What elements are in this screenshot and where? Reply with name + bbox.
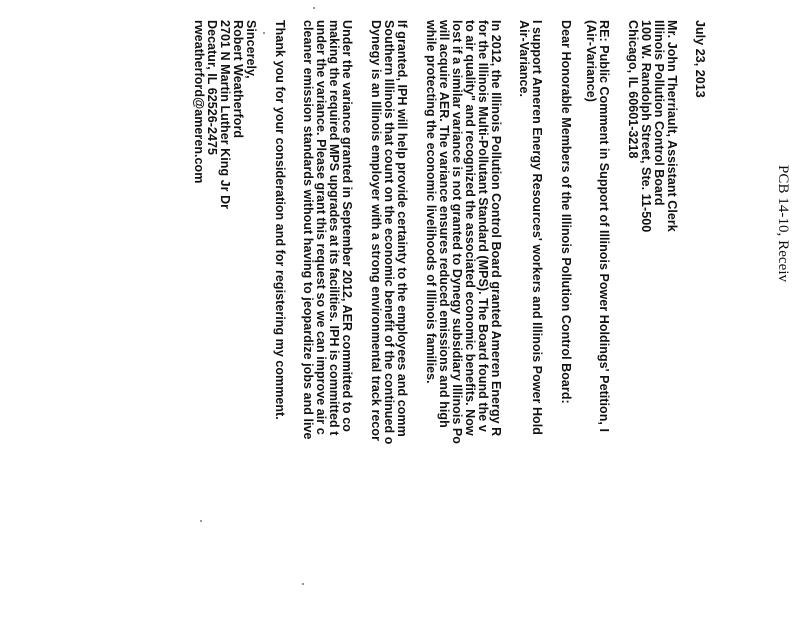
recipient-line: Mr. John Therriault, Assistant Clerk: [665, 20, 679, 232]
salutation: Dear Honorable Members of the Illinois Pollution Control Board:: [559, 20, 573, 404]
recipient-line: Illinois Pollution Control Board: [652, 20, 666, 206]
letter-date: July 23, 2013: [693, 20, 707, 98]
body-line: Thank you for your consideration and for registering my comment.: [273, 20, 287, 420]
scan-speck: [302, 583, 304, 585]
body-line: under the variance. Please grant this request so we can improve air c: [314, 20, 328, 435]
scan-speck: [313, 7, 315, 9]
closing: Sincerely,: [244, 20, 258, 79]
signer-name: Robert Weatherford: [231, 20, 245, 139]
subject-text: (Air-Variance): [584, 20, 598, 102]
subject-text: RE: Public Comment in Support of Illinois Power Holdings' Petition, I: [597, 20, 611, 432]
signer-city: Decatur, IL 62526-2475: [205, 20, 219, 155]
body-line: Southern Illinois that count on the economic benefit of the continued o: [382, 20, 396, 445]
body-line: for the Illinois Multi-Pollutant Standard (MPS). The Board found the v: [476, 20, 490, 432]
body-line: cleaner emission standards without having to jeopardize jobs and live: [301, 20, 315, 440]
docket-header: PCB 14-10, Receiv: [775, 165, 791, 283]
body-line: to air quality" and recognized the associated economic benefits. Now: [463, 20, 477, 436]
body-line: will acquire AER. The variance ensures reduced emissions and high: [437, 20, 451, 428]
body-line: Dynegy is an Illinois employer with a strong environmental track recor: [369, 20, 383, 441]
scan-speck: [263, 32, 265, 34]
body-line: lost if a similar variance is not granted to Dynegy subsidiary Illinois Po: [450, 20, 464, 444]
body-line: If granted, IPH will help provide certainty to the employees and comm: [395, 20, 409, 437]
body-line: I support Ameren Energy Resources' workers and Illinois Power Hold: [530, 20, 544, 435]
body-line: while protecting the economic livelihoods of Illinois families.: [424, 20, 438, 384]
scan-speck: [200, 520, 202, 522]
recipient-line: Chicago, IL 60601-3218: [626, 20, 640, 159]
signer-email: rweatherford@ameren.com: [192, 20, 206, 184]
signer-address: 2701 N Martin Luther King Jr Dr: [218, 20, 232, 210]
recipient-line: 100 W. Randolph Street, Ste. 11-500: [639, 20, 653, 233]
body-line: In 2012, the Illinois Pollution Control Board granted Ameren Energy R: [489, 20, 503, 437]
body-line: Under the variance granted in September 2012, AER committed to co: [340, 20, 354, 432]
body-line: Air-Variance.: [517, 20, 531, 98]
body-line: making the required MPS upgrades at its facilities. IPH is committed t: [327, 20, 341, 436]
